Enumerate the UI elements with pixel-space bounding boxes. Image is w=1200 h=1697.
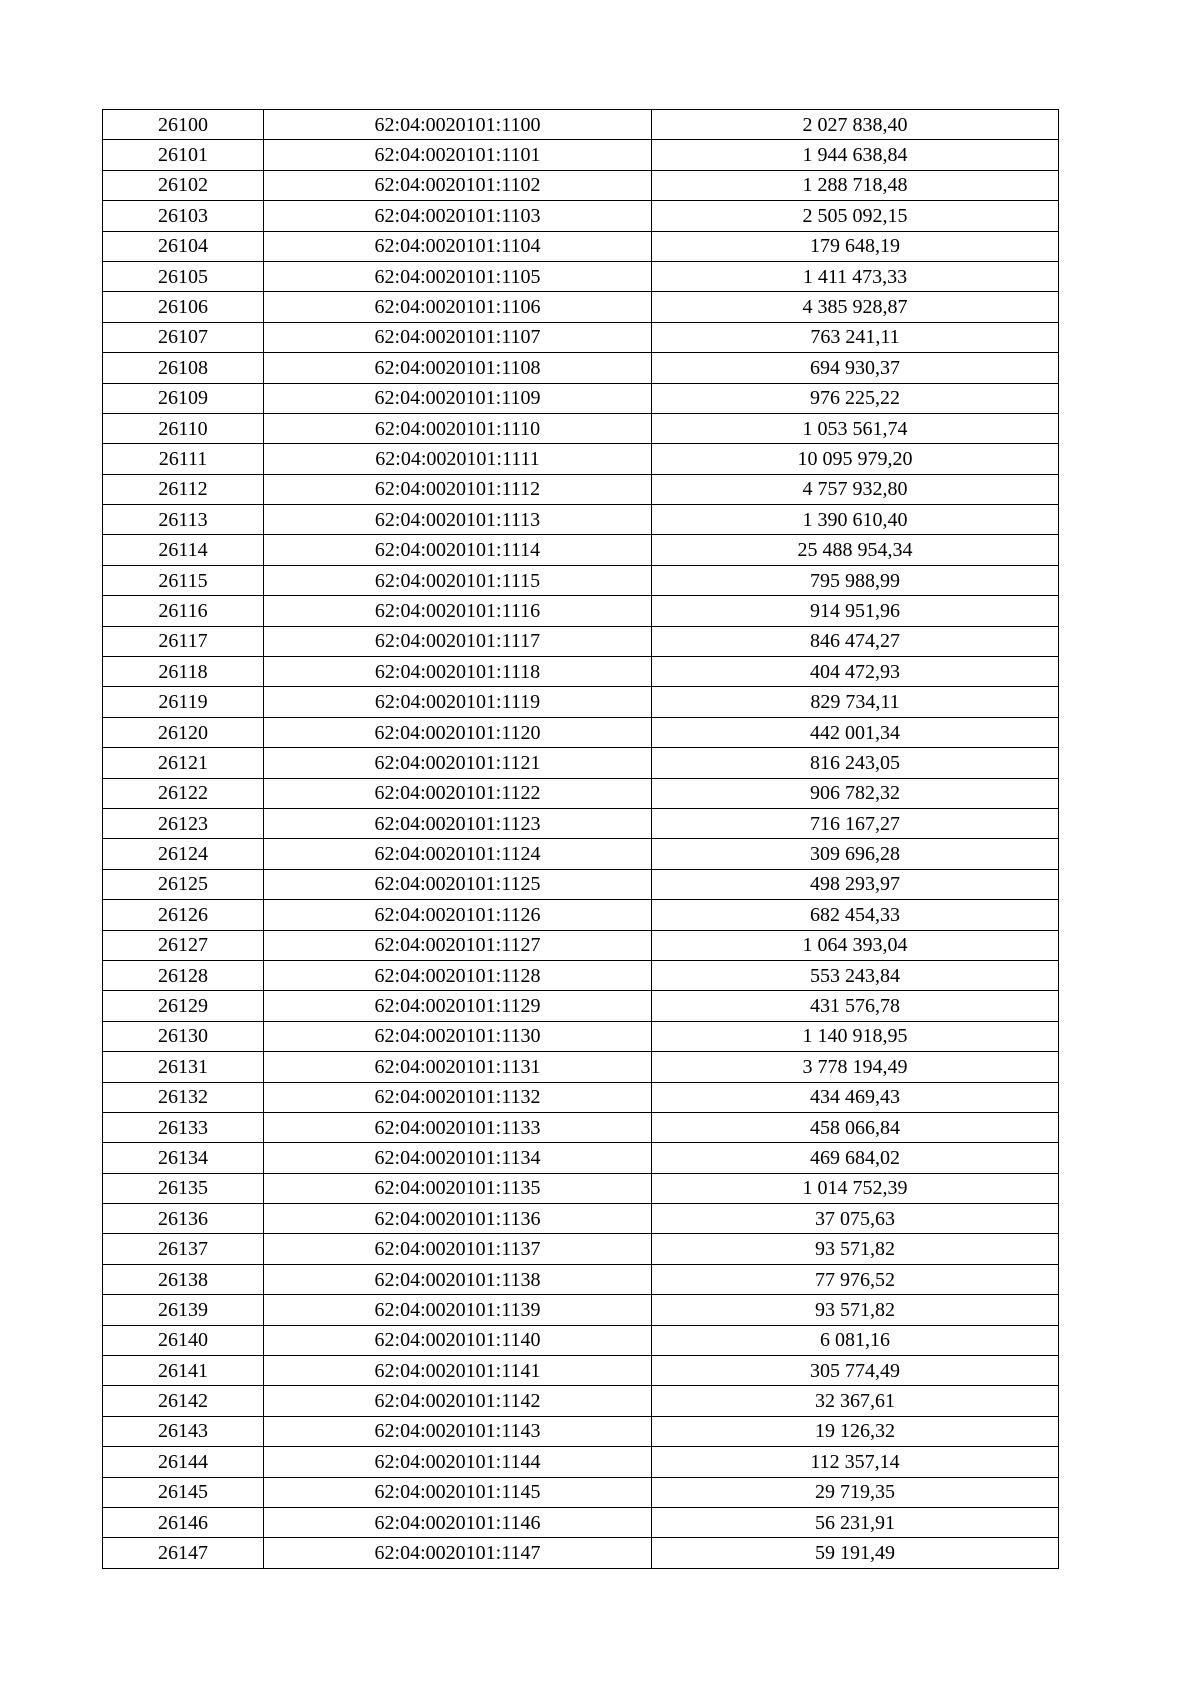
table-row [103, 140, 1059, 170]
table-row [103, 1143, 1059, 1173]
table-row [103, 505, 1059, 535]
cadastral-value-cell: 795 988,99 [652, 565, 1059, 595]
cadastral-number-cell: 62:04:0020101:1104 [264, 231, 652, 261]
row-number-cell: 26107 [103, 322, 264, 352]
table-row [103, 1173, 1059, 1203]
cadastral-value-cell: 1 390 610,40 [652, 505, 1059, 535]
cadastral-value-cell: 716 167,27 [652, 808, 1059, 838]
cadastral-number-cell: 62:04:0020101:1124 [264, 839, 652, 869]
cadastral-value-cell: 2 505 092,15 [652, 201, 1059, 231]
cadastral-value-cell: 458 066,84 [652, 1112, 1059, 1142]
row-number-cell: 26131 [103, 1052, 264, 1082]
row-number-cell: 26144 [103, 1447, 264, 1477]
cadastral-number-cell: 62:04:0020101:1128 [264, 960, 652, 990]
cadastral-number-cell: 62:04:0020101:1115 [264, 565, 652, 595]
row-number-cell: 26105 [103, 261, 264, 291]
table-row [103, 1204, 1059, 1234]
table-row [103, 1295, 1059, 1325]
cadastral-value-cell: 19 126,32 [652, 1416, 1059, 1446]
row-number-cell: 26139 [103, 1295, 264, 1325]
cadastral-value-cell: 1 944 638,84 [652, 140, 1059, 170]
table-row [103, 322, 1059, 352]
cadastral-value-cell: 59 191,49 [652, 1538, 1059, 1568]
table-row [103, 717, 1059, 747]
cadastral-value-cell: 846 474,27 [652, 626, 1059, 656]
row-number-cell: 26108 [103, 353, 264, 383]
cadastral-value-cell: 914 951,96 [652, 596, 1059, 626]
table-row [103, 1112, 1059, 1142]
cadastral-number-cell: 62:04:0020101:1120 [264, 717, 652, 747]
cadastral-number-cell: 62:04:0020101:1141 [264, 1356, 652, 1386]
cadastral-number-cell: 62:04:0020101:1119 [264, 687, 652, 717]
cadastral-number-cell: 62:04:0020101:1121 [264, 748, 652, 778]
row-number-cell: 26119 [103, 687, 264, 717]
cadastral-value-cell: 1 014 752,39 [652, 1173, 1059, 1203]
cadastral-number-cell: 62:04:0020101:1145 [264, 1477, 652, 1507]
table-row [103, 869, 1059, 899]
row-number-cell: 26112 [103, 474, 264, 504]
table-row [103, 110, 1059, 140]
row-number-cell: 26137 [103, 1234, 264, 1264]
cadastral-number-cell: 62:04:0020101:1136 [264, 1204, 652, 1234]
cadastral-number-cell: 62:04:0020101:1108 [264, 353, 652, 383]
cadastral-number-cell: 62:04:0020101:1138 [264, 1264, 652, 1294]
table-row [103, 231, 1059, 261]
table-body [103, 110, 1059, 1569]
row-number-cell: 26142 [103, 1386, 264, 1416]
cadastral-number-cell: 62:04:0020101:1103 [264, 201, 652, 231]
cadastral-number-cell: 62:04:0020101:1106 [264, 292, 652, 322]
row-number-cell: 26113 [103, 505, 264, 535]
cadastral-value-cell: 434 469,43 [652, 1082, 1059, 1112]
row-number-cell: 26116 [103, 596, 264, 626]
table-row [103, 1052, 1059, 1082]
row-number-cell: 26134 [103, 1143, 264, 1173]
table-row [103, 808, 1059, 838]
cadastral-number-cell: 62:04:0020101:1146 [264, 1507, 652, 1537]
row-number-cell: 26146 [103, 1507, 264, 1537]
row-number-cell: 26109 [103, 383, 264, 413]
cadastral-value-cell: 829 734,11 [652, 687, 1059, 717]
table-row [103, 1234, 1059, 1264]
cadastral-value-cell: 1 411 473,33 [652, 261, 1059, 291]
table-row [103, 626, 1059, 656]
cadastral-value-cell: 1 288 718,48 [652, 170, 1059, 200]
cadastral-number-cell: 62:04:0020101:1134 [264, 1143, 652, 1173]
cadastral-value-cell: 37 075,63 [652, 1204, 1059, 1234]
cadastral-value-cell: 112 357,14 [652, 1447, 1059, 1477]
cadastral-value-cell: 93 571,82 [652, 1295, 1059, 1325]
row-number-cell: 26130 [103, 1021, 264, 1051]
cadastral-number-cell: 62:04:0020101:1130 [264, 1021, 652, 1051]
table-row [103, 383, 1059, 413]
table-row [103, 1416, 1059, 1446]
row-number-cell: 26124 [103, 839, 264, 869]
table-row [103, 930, 1059, 960]
cadastral-value-cell: 56 231,91 [652, 1507, 1059, 1537]
cadastral-value-cell: 6 081,16 [652, 1325, 1059, 1355]
row-number-cell: 26132 [103, 1082, 264, 1112]
cadastral-number-cell: 62:04:0020101:1101 [264, 140, 652, 170]
cadastral-value-cell: 976 225,22 [652, 383, 1059, 413]
cadastral-value-cell: 3 778 194,49 [652, 1052, 1059, 1082]
cadastral-number-cell: 62:04:0020101:1137 [264, 1234, 652, 1264]
cadastral-number-cell: 62:04:0020101:1142 [264, 1386, 652, 1416]
table-row [103, 444, 1059, 474]
table-row [103, 596, 1059, 626]
table-row [103, 413, 1059, 443]
cadastral-value-cell: 2 027 838,40 [652, 110, 1059, 140]
row-number-cell: 26118 [103, 657, 264, 687]
cadastral-value-cell: 404 472,93 [652, 657, 1059, 687]
cadastral-value-cell: 32 367,61 [652, 1386, 1059, 1416]
table-row [103, 1082, 1059, 1112]
cadastral-number-cell: 62:04:0020101:1127 [264, 930, 652, 960]
table-row [103, 1356, 1059, 1386]
cadastral-number-cell: 62:04:0020101:1139 [264, 1295, 652, 1325]
cadastral-number-cell: 62:04:0020101:1132 [264, 1082, 652, 1112]
cadastral-value-cell: 77 976,52 [652, 1264, 1059, 1294]
row-number-cell: 26111 [103, 444, 264, 474]
cadastral-value-table [102, 109, 1059, 1569]
row-number-cell: 26120 [103, 717, 264, 747]
cadastral-value-cell: 93 571,82 [652, 1234, 1059, 1264]
row-number-cell: 26110 [103, 413, 264, 443]
table-row [103, 565, 1059, 595]
cadastral-value-cell: 694 930,37 [652, 353, 1059, 383]
row-number-cell: 26114 [103, 535, 264, 565]
cadastral-value-cell: 25 488 954,34 [652, 535, 1059, 565]
cadastral-number-cell: 62:04:0020101:1140 [264, 1325, 652, 1355]
table-row [103, 292, 1059, 322]
table-row [103, 687, 1059, 717]
table-row [103, 474, 1059, 504]
table-row [103, 1447, 1059, 1477]
row-number-cell: 26104 [103, 231, 264, 261]
row-number-cell: 26115 [103, 565, 264, 595]
cadastral-value-cell: 29 719,35 [652, 1477, 1059, 1507]
cadastral-value-cell: 553 243,84 [652, 960, 1059, 990]
cadastral-number-cell: 62:04:0020101:1122 [264, 778, 652, 808]
cadastral-value-cell: 179 648,19 [652, 231, 1059, 261]
cadastral-number-cell: 62:04:0020101:1109 [264, 383, 652, 413]
row-number-cell: 26122 [103, 778, 264, 808]
row-number-cell: 26141 [103, 1356, 264, 1386]
row-number-cell: 26135 [103, 1173, 264, 1203]
cadastral-value-cell: 4 757 932,80 [652, 474, 1059, 504]
row-number-cell: 26102 [103, 170, 264, 200]
table-row [103, 1538, 1059, 1568]
cadastral-value-cell: 469 684,02 [652, 1143, 1059, 1173]
cadastral-number-cell: 62:04:0020101:1112 [264, 474, 652, 504]
cadastral-number-cell: 62:04:0020101:1143 [264, 1416, 652, 1446]
cadastral-value-cell: 682 454,33 [652, 900, 1059, 930]
table-row [103, 900, 1059, 930]
cadastral-number-cell: 62:04:0020101:1111 [264, 444, 652, 474]
row-number-cell: 26126 [103, 900, 264, 930]
row-number-cell: 26117 [103, 626, 264, 656]
cadastral-number-cell: 62:04:0020101:1133 [264, 1112, 652, 1142]
table-row [103, 201, 1059, 231]
cadastral-value-cell: 309 696,28 [652, 839, 1059, 869]
cadastral-value-cell: 906 782,32 [652, 778, 1059, 808]
row-number-cell: 26100 [103, 110, 264, 140]
cadastral-number-cell: 62:04:0020101:1129 [264, 991, 652, 1021]
table-row [103, 991, 1059, 1021]
row-number-cell: 26129 [103, 991, 264, 1021]
cadastral-number-cell: 62:04:0020101:1117 [264, 626, 652, 656]
table-row [103, 1325, 1059, 1355]
cadastral-number-cell: 62:04:0020101:1144 [264, 1447, 652, 1477]
cadastral-number-cell: 62:04:0020101:1116 [264, 596, 652, 626]
table-row [103, 535, 1059, 565]
table-row [103, 657, 1059, 687]
cadastral-value-cell: 816 243,05 [652, 748, 1059, 778]
cadastral-value-cell: 1 064 393,04 [652, 930, 1059, 960]
cadastral-number-cell: 62:04:0020101:1123 [264, 808, 652, 838]
cadastral-number-cell: 62:04:0020101:1118 [264, 657, 652, 687]
table-row [103, 1021, 1059, 1051]
cadastral-value-cell: 1 053 561,74 [652, 413, 1059, 443]
cadastral-number-cell: 62:04:0020101:1113 [264, 505, 652, 535]
row-number-cell: 26136 [103, 1204, 264, 1234]
cadastral-value-cell: 763 241,11 [652, 322, 1059, 352]
table-row [103, 1264, 1059, 1294]
row-number-cell: 26140 [103, 1325, 264, 1355]
cadastral-value-cell: 498 293,97 [652, 869, 1059, 899]
cadastral-value-cell: 4 385 928,87 [652, 292, 1059, 322]
cadastral-number-cell: 62:04:0020101:1102 [264, 170, 652, 200]
row-number-cell: 26145 [103, 1477, 264, 1507]
cadastral-number-cell: 62:04:0020101:1114 [264, 535, 652, 565]
cadastral-number-cell: 62:04:0020101:1105 [264, 261, 652, 291]
cadastral-value-cell: 305 774,49 [652, 1356, 1059, 1386]
cadastral-number-cell: 62:04:0020101:1126 [264, 900, 652, 930]
cadastral-value-cell: 10 095 979,20 [652, 444, 1059, 474]
row-number-cell: 26103 [103, 201, 264, 231]
table-row [103, 261, 1059, 291]
cadastral-value-cell: 442 001,34 [652, 717, 1059, 747]
row-number-cell: 26101 [103, 140, 264, 170]
row-number-cell: 26143 [103, 1416, 264, 1446]
row-number-cell: 26133 [103, 1112, 264, 1142]
table-row [103, 1386, 1059, 1416]
table-row [103, 960, 1059, 990]
cadastral-number-cell: 62:04:0020101:1110 [264, 413, 652, 443]
cadastral-number-cell: 62:04:0020101:1147 [264, 1538, 652, 1568]
row-number-cell: 26128 [103, 960, 264, 990]
row-number-cell: 26123 [103, 808, 264, 838]
cadastral-number-cell: 62:04:0020101:1131 [264, 1052, 652, 1082]
table-row [103, 839, 1059, 869]
row-number-cell: 26121 [103, 748, 264, 778]
row-number-cell: 26138 [103, 1264, 264, 1294]
table-row [103, 170, 1059, 200]
table-row [103, 778, 1059, 808]
row-number-cell: 26106 [103, 292, 264, 322]
cadastral-value-cell: 1 140 918,95 [652, 1021, 1059, 1051]
table-row [103, 1477, 1059, 1507]
cadastral-value-cell: 431 576,78 [652, 991, 1059, 1021]
cadastral-number-cell: 62:04:0020101:1100 [264, 110, 652, 140]
table-row [103, 1507, 1059, 1537]
row-number-cell: 26127 [103, 930, 264, 960]
table-row [103, 748, 1059, 778]
cadastral-number-cell: 62:04:0020101:1135 [264, 1173, 652, 1203]
cadastral-number-cell: 62:04:0020101:1107 [264, 322, 652, 352]
row-number-cell: 26147 [103, 1538, 264, 1568]
row-number-cell: 26125 [103, 869, 264, 899]
cadastral-number-cell: 62:04:0020101:1125 [264, 869, 652, 899]
table-row [103, 353, 1059, 383]
